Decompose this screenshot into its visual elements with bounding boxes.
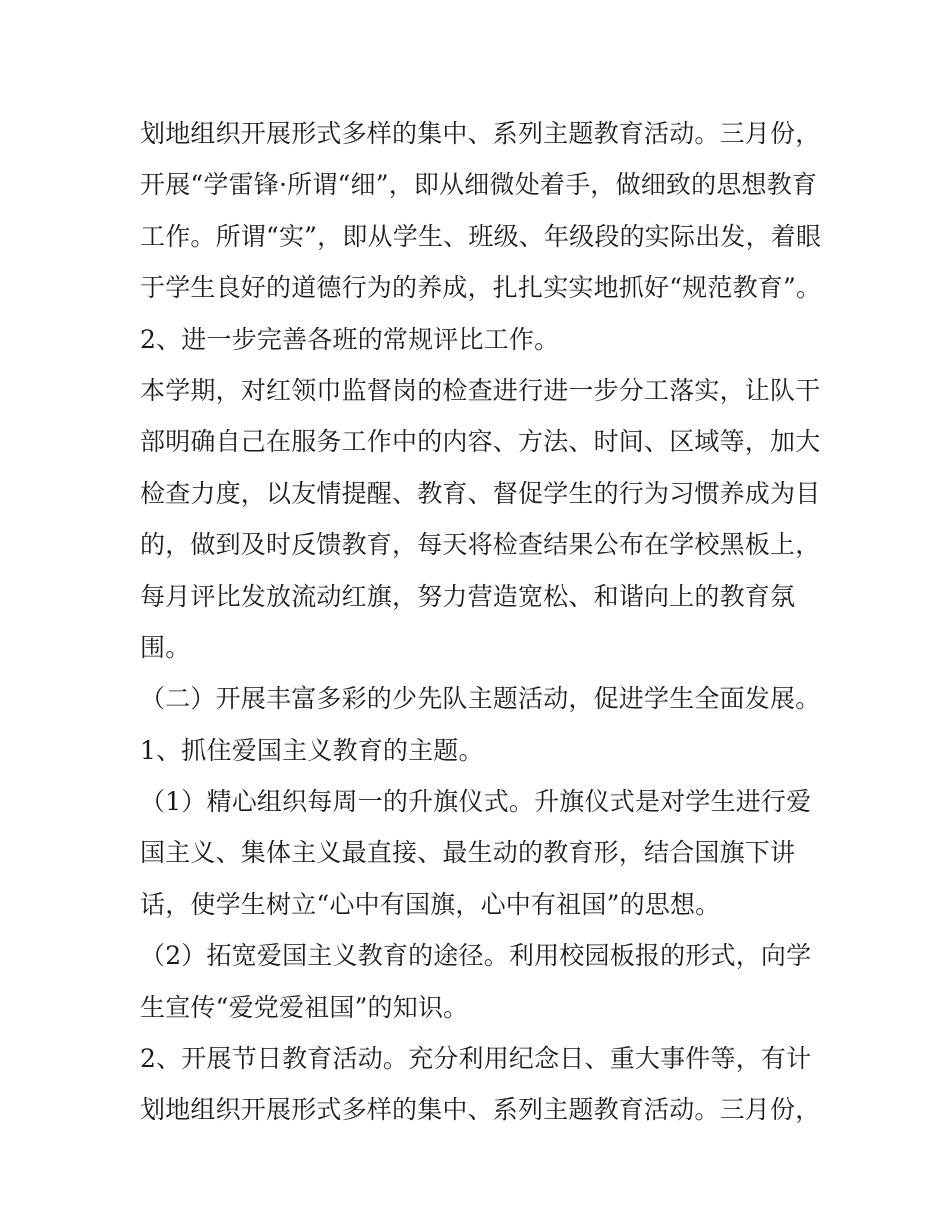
text-line: 话，使学生树立“心中有国旗，心中有祖国”的思想。 — [140, 889, 721, 919]
text-line: 生宣传“爱党爱祖国”的知识。 — [140, 992, 469, 1022]
document-body — [140, 108, 820, 1136]
text-line: 国主义、集体主义最直接、最生动的教育形，结合国旗下讲 — [140, 838, 796, 868]
text-line: 划地组织开展形式多样的集中、系列主题教育活动。三月份， — [140, 119, 821, 148]
text-line: 1、抓住爱国主义教育的主题。 — [140, 735, 484, 765]
text-line: 2、进一步完善各班的常规评比工作。 — [140, 324, 560, 354]
text-line: （2）拓宽爱国主义教育的途径。利用校园板报的形式，向学 — [140, 941, 812, 971]
text-line: 围。 — [140, 632, 191, 662]
text-line: 本学期，对红领巾监督岗的检查进行进一步分工落实，让队干 — [140, 375, 821, 405]
text-line: 2、开展节日教育活动。充分利用纪念日、重大事件等，有计 — [140, 1044, 812, 1074]
text-line: 检查力度，以友情提醒、教育、督促学生的行为习惯养成为目 — [140, 478, 821, 508]
text-line: 于学生良好的道德行为的养成，扎扎实实地抓好“规范教育”。 — [140, 273, 822, 303]
text-line: 划地组织开展形式多样的集中、系列主题教育活动。三月份， — [140, 1095, 821, 1125]
text-line: 的，做到及时反馈教育，每天将检查结果公布在学校黑板上， — [140, 530, 821, 560]
text-line: 部明确自己在服务工作中的内容、方法、时间、区域等，加大 — [140, 427, 821, 457]
text-line: （1）精心组织每周一的升旗仪式。升旗仪式是对学生进行爱 — [140, 787, 812, 817]
text-line: 开展“学雷锋·所谓“细”，即从细微处着手，做细致的思想教育 — [140, 170, 818, 200]
text-line: 工作。所谓“实”，即从学生、班级、年级段的实际出发，着眼 — [140, 221, 822, 251]
text-line: 每月评比发放流动红旗，努力营造宽松、和谐向上的教育氛 — [140, 581, 796, 611]
text-line: （二）开展丰富多彩的少先队主题活动，促进学生全面发展。 — [140, 684, 821, 714]
